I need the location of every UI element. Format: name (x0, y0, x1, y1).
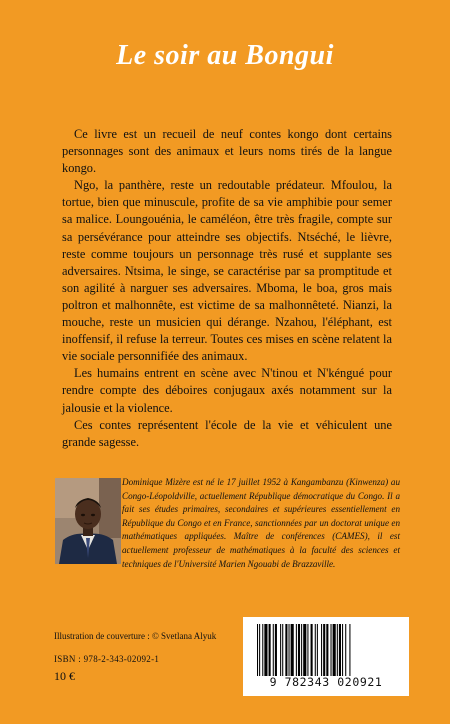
summary-paragraph: Ngo, la panthère, reste un redoutable prédateur. Mfoulou, la tortue, bien que minuscule, profite de sa vie amphibie pour semer sa malice. Loungouénia, le caméléon, être très fragile, compte sur sa persévérance pour atteindre ses objectifs. Ntséché, le lièvre, reste comme toujours un personnage très rusé et supplante ses adversaires. Ntsima, le singe, se caractérise par sa promptitude et son agilité à narguer ses adversaires. Mboma, le boa, gros mais poltron et malhonnête, est victime de sa malhonnêteté. Nianzi, la mouche, reste un musicien qui dérange. Nzahou, l'éléphant, est inoffensif, il refuse la terreur. Toutes ces mises en scène relatent la vie sociale personnifiée des animaux. (62, 178, 392, 364)
barcode-digits: 9 782343 020921 (269, 675, 383, 689)
author-portrait-image (55, 478, 121, 564)
author-photo (55, 478, 121, 564)
summary-paragraph: Les humains entrent en scène avec N'tinou et N'kéngué pour rendre compte des déboires conjugaux axés notamment sur la jalousie et la violence. (62, 366, 392, 415)
isbn-number: ISBN : 978-2-343-02092-1 (54, 654, 160, 664)
cover-illustration-credit: Illustration de couverture : © Svetlana Alyuk (54, 631, 217, 641)
book-title: Le soir au Bongui (116, 40, 334, 71)
summary-paragraph: Ce livre est un recueil de neuf contes kongo dont certains personnages sont des animaux et leurs noms tirés de la langue kongo. (62, 127, 392, 176)
barcode-bars-icon (257, 624, 395, 676)
back-cover-summary (62, 126, 392, 451)
book-price: 10 € (54, 669, 75, 683)
author-biography: Dominique Mizère est né le 17 juillet 1952 à Kangambanzu (Kinwenza) au Congo-Léopoldville, actuellement République démocratique du Congo. Il a fait ses études primaires, secondaires et supérieures essentiellement en République du Congo et en France, sanctionnées par un doctorat unique en mathématiques appliquées. Maître de conférences (CAMES), il est actuellement professeur de mathématiques à la faculté des sciences et techniques de l'Université Marien Ngouabi de Brazzaville. (122, 477, 400, 569)
barcode (243, 617, 409, 696)
summary-paragraph: Ces contes représentent l'école de la vie et véhiculent une grande sagesse. (62, 417, 392, 449)
